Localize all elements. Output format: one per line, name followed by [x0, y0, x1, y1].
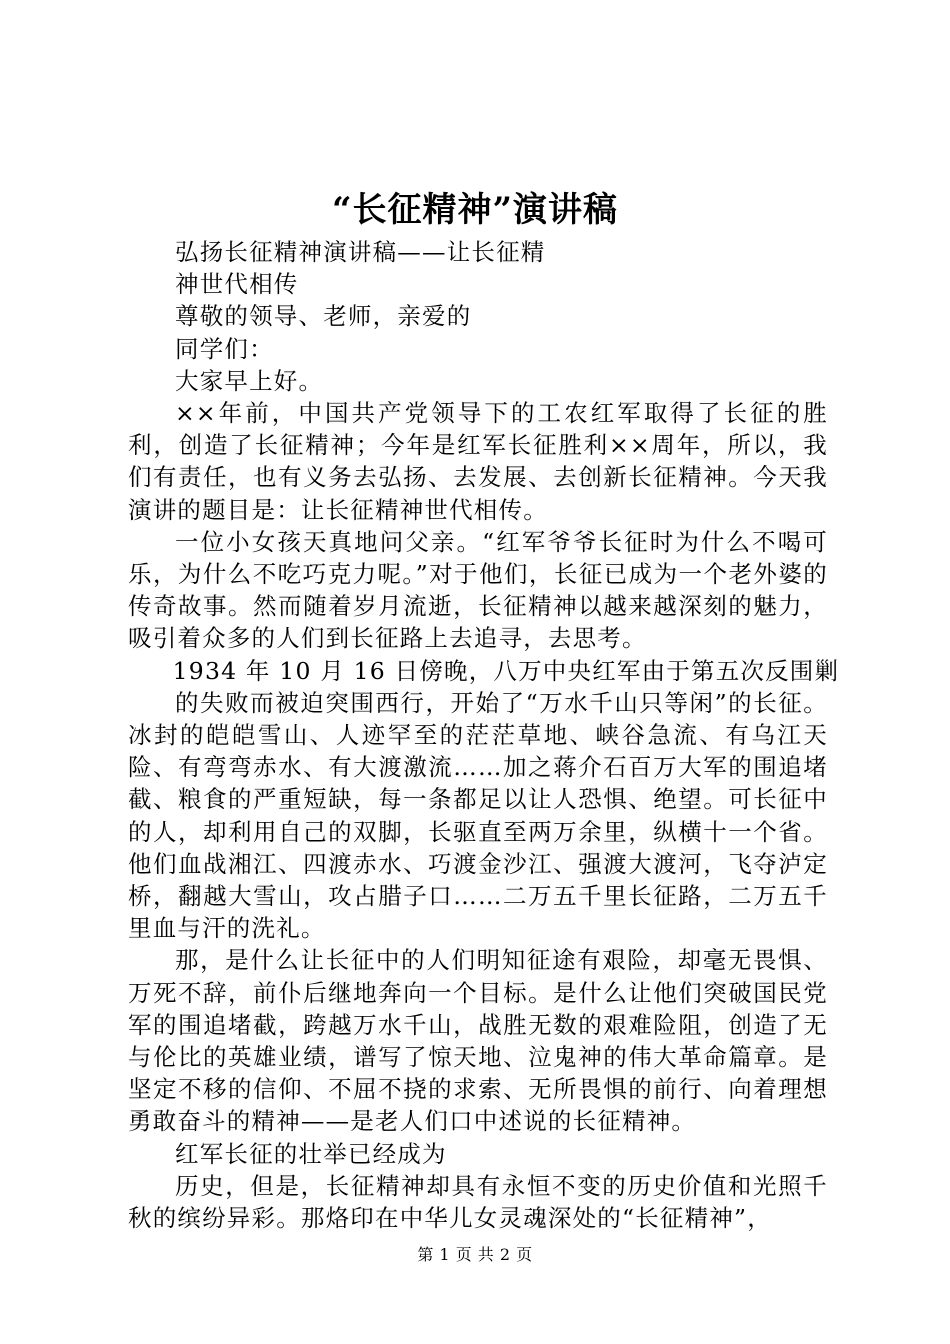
paragraph-date-line: 1934 年 10 月 16 日傍晚，八万中央红军由于第五次反围剿: [172, 656, 840, 685]
paragraph-subtitle-line-1: 弘扬长征精神演讲稿——让长征精: [175, 238, 546, 266]
paragraph-history-line-1: 红军长征的壮举已经成为: [175, 1139, 447, 1168]
paragraph-greeting: 大家早上好。: [175, 366, 324, 395]
paragraph-spirit: 那，是什么让长征中的人们明知征途有艰险，却毫无畏惧、万死不辞，前仆后继地奔向一个目标。是什么让他们突破国民党军的围追堵截，跨越万水千山，战胜无数的艰难险阻，创造了无与伦比的英雄业绩，谱写了惊天地、泣鬼神的伟大革命篇章。是坚定不移的信仰、不屈不挠的求索、无所畏惧的前行、向着理想勇敢奋斗的精神——是老人们口中述说的长征精神。: [128, 946, 828, 1136]
paragraph-salutation-line-2: 同学们：: [175, 334, 274, 363]
page-footer: 第 1 页 共 2 页: [417, 1245, 533, 1264]
paragraph-intro: ××年前，中国共产党领导下的工农红军取得了长征的胜利，创造了长征精神；今年是红军长征胜利××周年，所以，我们有责任，也有义务去弘扬、去发展、去创新长征精神。今天我演讲的题目是：让长征精神世代相传。: [128, 399, 828, 524]
paragraph-history: 历史，但是，长征精神却具有永恒不变的历史价值和光照千秋的缤纷异彩。那烙印在中华儿女灵魂深处的“长征精神”，: [128, 1171, 828, 1233]
document-body: [128, 236, 840, 1234]
paragraph-long-march: 的失败而被迫突围西行，开始了“万水千山只等闲”的长征。冰封的皑皑雪山、人迹罕至的茫茫草地、峡谷急流、有乌江天险、有弯弯赤水、有大渡激流……加之蒋介石百万大军的围追堵截、粮食的严重短缺，每一条都足以让人恐惧、绝望。可长征中的人，却利用自己的双脚，长驱直至两万余里，纵横十一个省。他们血战湘江、四渡赤水、巧渡金沙江、强渡大渡河，飞夺泸定桥，翻越大雪山，攻占腊子口……二万五千里长征路，二万五千里血与汗的洗礼。: [128, 688, 828, 943]
paragraph-girl-question: 一位小女孩天真地问父亲。“红军爷爷长征时为什么不喝可乐，为什么不吃巧克力呢。”对于他们，长征已成为一个老外婆的传奇故事。然而随着岁月流逝，长征精神以越来越深刻的魅力，吸引着众多的人们到长征路上去追寻，去思考。: [128, 527, 828, 653]
document-title: “长征精神”演讲稿: [331, 190, 619, 230]
paragraph-subtitle-line-2: 神世代相传: [175, 270, 299, 299]
paragraph-salutation-line-1: 尊敬的领导、老师，亲爱的: [175, 302, 472, 331]
